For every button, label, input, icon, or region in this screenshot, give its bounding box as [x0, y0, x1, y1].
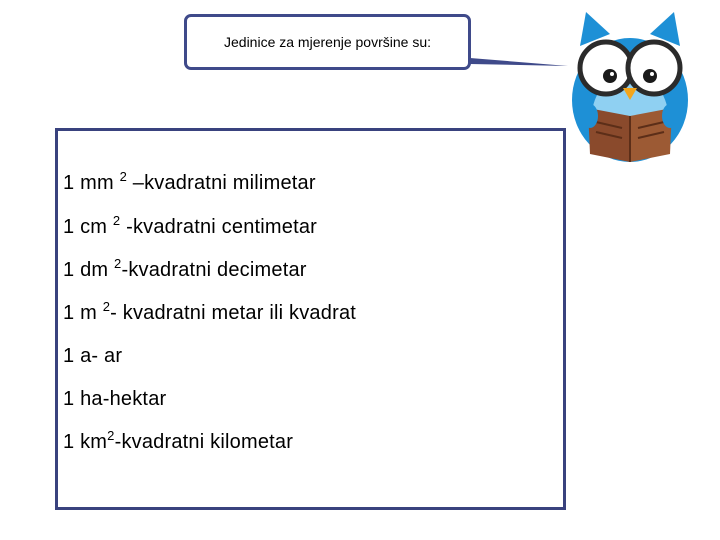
list-item	[63, 345, 122, 368]
unit-description: -kvadratni decimetar	[121, 259, 307, 281]
unit-exponent: 2	[114, 256, 122, 271]
list-item	[63, 169, 316, 195]
unit-label: 1 cm	[63, 216, 113, 238]
unit-label: 1 dm	[63, 259, 115, 281]
unit-description: –kvadratni milimetar	[127, 172, 316, 194]
list-item	[63, 213, 318, 239]
list-item	[63, 256, 307, 282]
unit-description: -kvadratni kilometar	[114, 431, 294, 453]
unit-description: -kvadratni centimetar	[120, 216, 318, 238]
unit-label: 1 km	[63, 431, 108, 453]
unit-label: 1 a- ar	[63, 345, 123, 367]
speech-bubble	[184, 14, 471, 70]
unit-label: 1 ha-hektar	[63, 388, 167, 410]
owl-reading-book-icon	[560, 4, 700, 164]
unit-exponent: 2	[119, 169, 127, 184]
unit-exponent: 2	[102, 299, 111, 314]
list-item	[63, 299, 357, 325]
list-item	[63, 428, 294, 454]
list-item	[63, 388, 166, 411]
unit-label: 1 m	[63, 302, 103, 324]
unit-description: - kvadratni metar ili kvadrat	[110, 302, 357, 324]
speech-bubble-text: Jedinice za mjerenje površine su:	[224, 34, 431, 50]
unit-label: 1 mm	[63, 172, 120, 194]
unit-exponent: 2	[112, 213, 121, 228]
unit-exponent: 2	[107, 428, 115, 443]
